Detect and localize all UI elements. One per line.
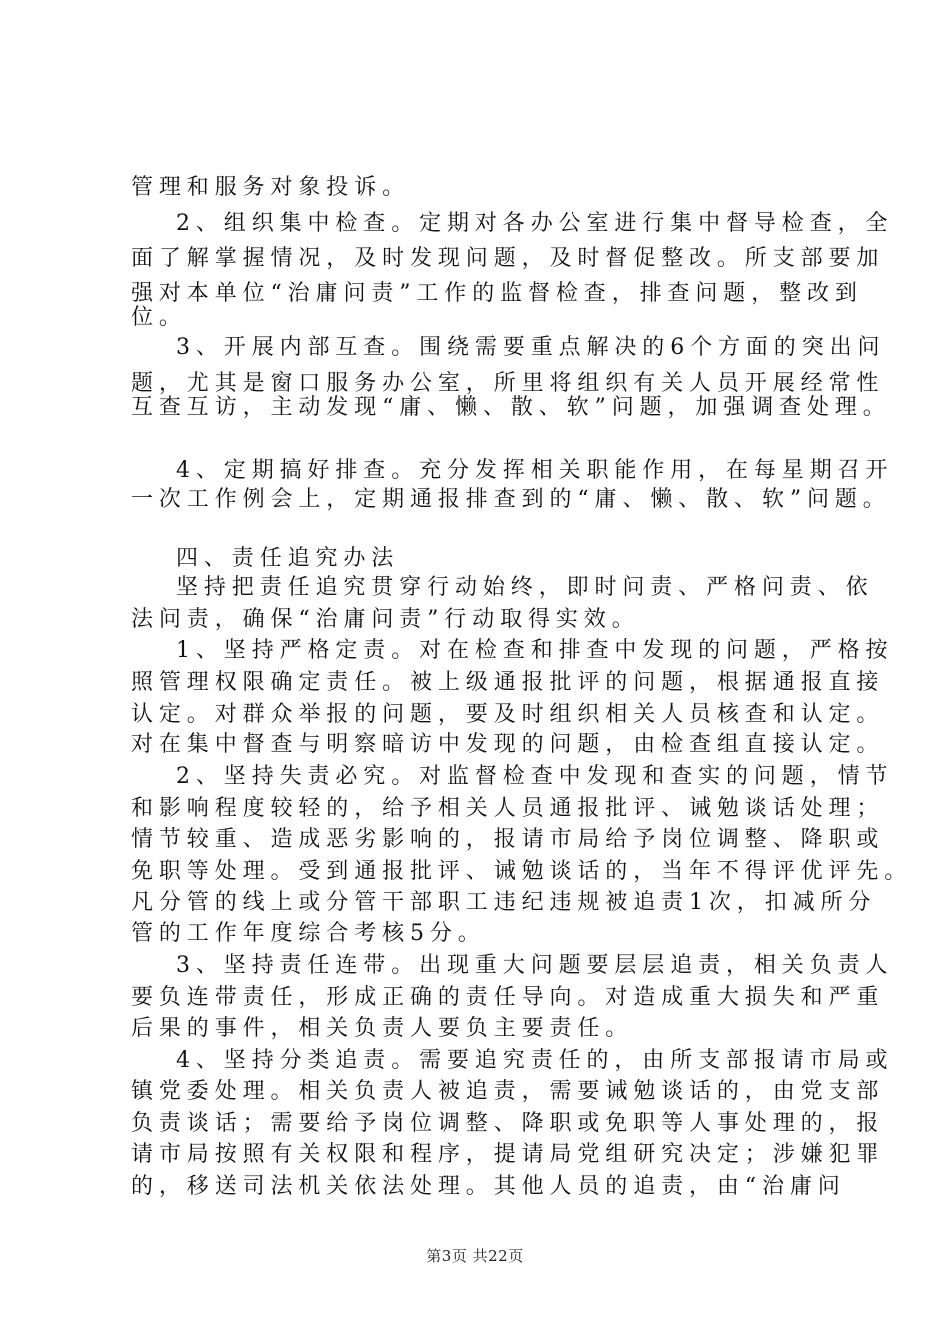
text-line: 4、定期搞好排查。充分发挥相关职能作用，在每星期召开 — [176, 458, 894, 483]
text-line: 要负连带责任，形成正确的责任导向。对造成重大损失和严重 — [131, 985, 885, 1010]
text-line: 情节较重、造成恶劣影响的，报请市局给予岗位调整、降职或 — [131, 827, 885, 852]
text-line: 照管理权限确定责任。被上级通报批评的问题，根据通报直接 — [131, 670, 885, 695]
text-line: 请市局按照有关权限和程序，提请局党组研究决定；涉嫌犯罪 — [131, 1142, 885, 1167]
text-line: 2、坚持失责必究。对监督检查中发现和查实的问题，情节 — [176, 764, 894, 789]
text-line: 凡分管的线上或分管干部职工违纪违规被追责1次，扣减所分 — [131, 890, 877, 915]
text-line: 强对本单位“治庸问责”工作的监督检查，排查问题，整改到 — [131, 281, 863, 306]
text-line: 4、坚持分类追责。需要追究责任的，由所支部报请市局或 — [176, 1048, 894, 1073]
text-line: 互查互访，主动发现“庸、懒、散、软”问题，加强调查处理。 — [131, 395, 891, 420]
text-line: 镇党委处理。相关负责人被追责，需要诫勉谈话的，由党支部 — [131, 1079, 885, 1104]
text-line: 2、组织集中检查。定期对各办公室进行集中督导检查，全 — [176, 211, 894, 236]
text-line: 管的工作年度综合考核5分。 — [131, 921, 486, 946]
text-line: 认定。对群众举报的问题，要及时组织相关人员核查和认定。 — [131, 702, 885, 727]
text-line: 位。 — [131, 305, 187, 330]
text-line: 管理和服务对象投诉。 — [131, 175, 411, 200]
text-line: 3、开展内部互查。围绕需要重点解决的6个方面的突出问 — [176, 335, 886, 360]
text-line: 的，移送司法机关依法处理。其他人员的追责，由“治庸问 — [131, 1174, 846, 1199]
section-heading: 四、责任追究办法 — [176, 546, 400, 571]
text-line: 1、坚持严格定责。对在检查和排查中发现的问题，严格按 — [176, 638, 894, 663]
text-line: 负责谈话；需要给予岗位调整、降职或免职等人事处理的，报 — [131, 1111, 885, 1136]
text-line: 一次工作例会上，定期通报排查到的“庸、懒、散、软”问题。 — [131, 487, 891, 512]
text-line: 和影响程度较轻的，给予相关人员通报批评、诫勉谈话处理； — [131, 796, 885, 821]
text-line: 后果的事件，相关负责人要负主要责任。 — [131, 1016, 634, 1041]
text-line: 对在集中督查与明察暗访中发现的问题，由检查组直接认定。 — [131, 732, 885, 757]
text-line: 坚持把责任追究贯穿行动始终，即时问责、严格问责、依 — [176, 575, 874, 600]
text-line: 法问责，确保“治庸问责”行动取得实效。 — [131, 607, 640, 632]
text-line: 题，尤其是窗口服务办公室，所里将组织有关人员开展经常性 — [131, 371, 885, 396]
text-line: 免职等处理。受到通报批评、诫勉谈话的，当年不得评优评先。 — [131, 859, 913, 884]
text-line: 3、坚持责任连带。出现重大问题要层层追责，相关负责人 — [176, 953, 894, 978]
page-number: 第3页 共22页 — [426, 1247, 524, 1265]
text-line: 面了解掌握情况，及时发现问题，及时督促整改。所支部要加 — [131, 246, 885, 271]
